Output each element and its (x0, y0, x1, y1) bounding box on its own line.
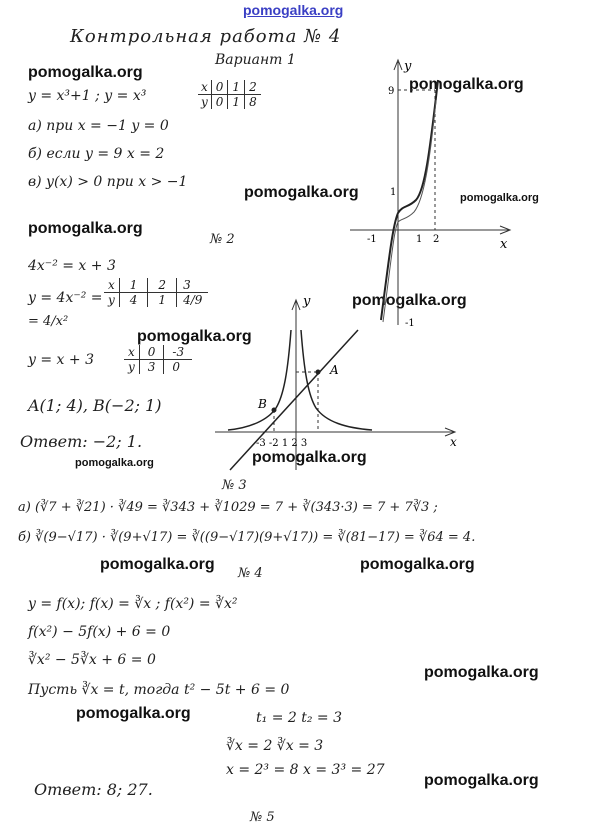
watermark: pomogalka.org (137, 328, 252, 345)
graph2-point-b-label: B (258, 397, 267, 411)
table-cell: 2 (148, 278, 177, 293)
watermark: pomogalka.org (360, 556, 475, 573)
task1-functions: y = x³+1 ; y = x³ (28, 88, 147, 104)
graph2-y-label: y (303, 294, 311, 309)
table-cell: x (104, 278, 119, 293)
table-cell: 0 (172, 360, 181, 374)
task4-line-3: ∛x² − 5∛x + 6 = 0 (28, 652, 156, 668)
graph1-tick: -1 (405, 318, 415, 329)
task4-line-7: x = 2³ = 8 x = 3³ = 27 (226, 762, 385, 778)
table-cell: y (124, 360, 139, 375)
table-cell: 2 (245, 80, 261, 95)
table-cell: -3 (164, 345, 192, 360)
graph2-hyperbola-left (228, 330, 291, 430)
table-cell: 4 (119, 293, 148, 308)
task4-line-2: f(x²) − 5f(x) + 6 = 0 (28, 624, 171, 640)
task4-number: № 4 (238, 566, 263, 581)
graph1-tick: 2 (433, 234, 440, 245)
table-cell: 1 (148, 293, 177, 308)
watermark: pomogalka.org (100, 556, 215, 573)
watermark: pomogalka.org (424, 664, 539, 681)
graph2-point-a-label: A (330, 363, 339, 377)
task2-function: y = 4x⁻² = (28, 290, 103, 306)
task2-equation: 4x⁻² = x + 3 (28, 258, 116, 274)
watermark: pomogalka.org (460, 192, 539, 204)
graph1-tick: -1 (367, 234, 377, 245)
watermark: pomogalka.org (76, 705, 191, 722)
variant-label: Вариант 1 (215, 52, 296, 68)
table-cell: 4/9 (183, 293, 203, 307)
watermark: pomogalka.org (244, 184, 359, 201)
table-cell: 1 (228, 80, 245, 95)
watermark: pomogalka.org (252, 449, 367, 466)
watermark: pomogalka.org (424, 772, 539, 789)
task2-points: A(1; 4), B(−2; 1) (28, 396, 162, 415)
table-cell: 0 (211, 80, 228, 95)
table-cell: y (104, 293, 119, 308)
task4-line-6: ∛x = 2 ∛x = 3 (226, 738, 324, 754)
table-cell: 8 (249, 95, 257, 109)
graph2-point-a-marker (316, 370, 321, 375)
graph1-tick: 1 (390, 187, 397, 198)
task1-part-b: б) если y = 9 x = 2 (28, 146, 165, 162)
graph1-x-label: x (500, 237, 508, 252)
watermark: pomogalka.org (409, 76, 524, 93)
graph1-tick: 9 (388, 86, 395, 97)
task4-line-1: y = f(x); f(x) = ∛x ; f(x²) = ∛x² (28, 596, 238, 612)
table-cell: 3 (139, 360, 164, 375)
task4-answer: Ответ: 8; 27. (34, 780, 153, 799)
task2-answer: Ответ: −2; 1. (20, 432, 143, 451)
graph1-y-label: y (404, 59, 412, 74)
graph1-tick: 1 (416, 234, 423, 245)
table-cell: 1 (228, 95, 245, 110)
task3-part-b: б) ∛(9−√17) · ∛(9+√17) = ∛((9−√17)(9+√17)) = ∛(81−17) = ∛64 = 4. (18, 530, 476, 545)
table-cell: 0 (139, 345, 164, 360)
graph2-ticks: -3 -2 1 2 3 (256, 438, 308, 449)
table-cell: x (198, 80, 211, 95)
task2-number: № 2 (210, 232, 235, 247)
task4-line-5: t₁ = 2 t₂ = 3 (256, 710, 343, 726)
task3-part-a: а) (∛7 + ∛21) · ∛49 = ∛343 + ∛1029 = 7 + ∛(343·3) = 7 + 7∛3 ; (18, 500, 438, 515)
task3-number: № 3 (222, 478, 247, 493)
graph2-x-label: x (450, 435, 457, 449)
table-cell: x (124, 345, 139, 360)
graph2-point-b-marker (272, 408, 277, 413)
graph2-line (230, 330, 358, 470)
table-cell: 1 (119, 278, 148, 293)
table-cell: 0 (211, 95, 228, 110)
watermark: pomogalka.org (28, 220, 143, 237)
watermark: pomogalka.org (75, 457, 154, 469)
table-cell: y (198, 95, 211, 110)
page-title: Контрольная работа № 4 (70, 26, 342, 47)
watermark-top-link[interactable]: pomogalka.org (243, 2, 344, 18)
watermark: pomogalka.org (28, 64, 143, 81)
task1-part-c: в) y(x) > 0 при x > −1 (28, 174, 188, 190)
table-cell: 3 (177, 278, 209, 293)
task2-fraction: = 4/x² (28, 314, 69, 329)
task4-line-4: Пусть ∛x = t, тогда t² − 5t + 6 = 0 (28, 682, 290, 698)
task5-number: № 5 (250, 810, 275, 825)
task2-line: y = x + 3 (28, 352, 94, 368)
task1-part-a: а) при x = −1 y = 0 (28, 118, 169, 134)
watermark: pomogalka.org (352, 292, 467, 309)
